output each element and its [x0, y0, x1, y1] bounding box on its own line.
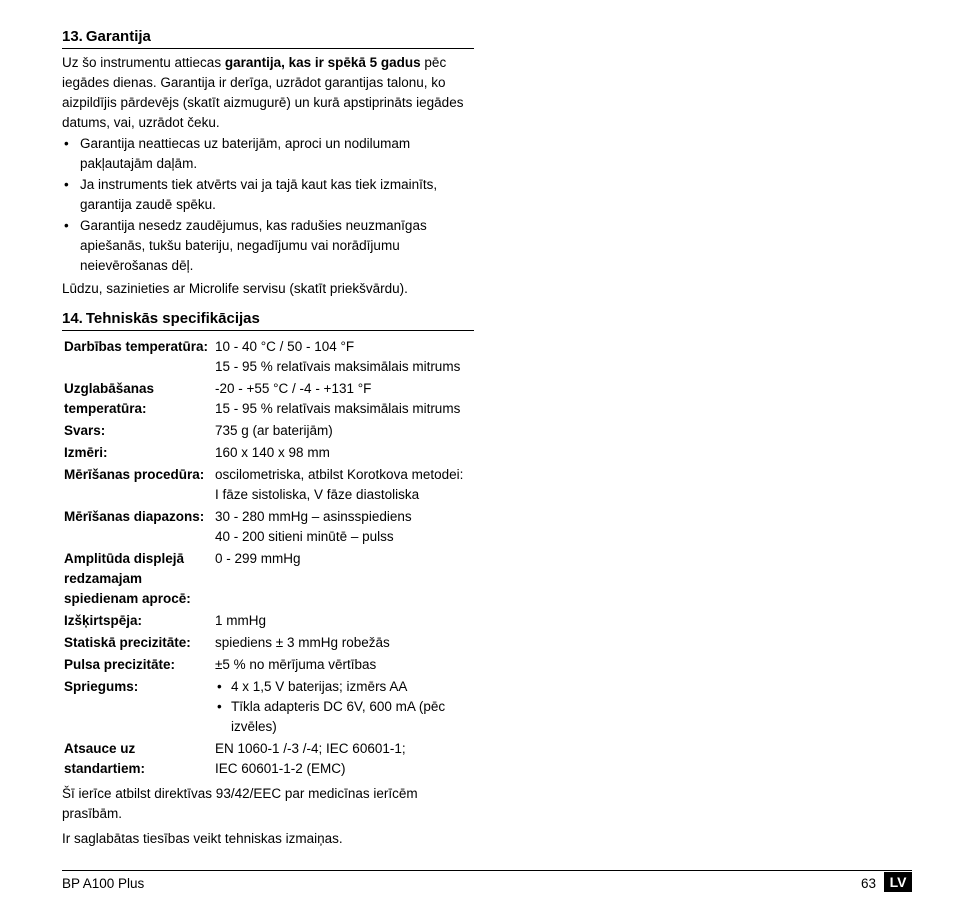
- spec-label: Atsauce uz standartiem:: [64, 741, 146, 776]
- page-number: 63: [860, 876, 876, 891]
- spec-label: Mērīšanas diapazons:: [64, 509, 205, 524]
- spec-label: Spriegums:: [64, 679, 139, 694]
- list-item: • Ja instruments tiek atvērts vai ja tajā kaut kas tiek izmainīts, garantija zaudē spēku.: [62, 175, 474, 215]
- rights-note: Ir saglabātas tiesības veikt tehniskas izmaiņas.: [62, 831, 343, 846]
- spec-label: Amplitūda displejā redzamajam spiedienam aprocē:: [64, 551, 191, 606]
- section-number: 13.: [62, 28, 83, 45]
- table-row: [62, 547, 476, 609]
- spec-value-line: 735 g (ar baterijām): [215, 423, 333, 438]
- spec-label: Statiskā precizitāte:: [64, 635, 191, 650]
- spec-value: [215, 463, 476, 505]
- spec-value-line: 1 mmHg: [215, 613, 267, 628]
- spec-value-line: IEC 60601-1-2 (EMC): [215, 761, 346, 776]
- table-row: [62, 675, 476, 737]
- footer-model: BP A100 Plus: [62, 876, 145, 891]
- section-number: 14.: [62, 310, 83, 327]
- spec-value: [215, 737, 476, 779]
- section-heading-warranty: [62, 27, 474, 49]
- warranty-intro: [62, 53, 474, 133]
- list-item: • Tīkla adapteris DC 6V, 600 mA (pēc izvēles): [215, 697, 476, 737]
- spec-value-line: -20 - +55 °C / -4 - +131 °F: [215, 381, 372, 396]
- warranty-closing: Lūdzu, sazinieties ar Microlife servisu (skatīt priekšvārdu).: [62, 281, 408, 296]
- spec-value-line: EN 1060-1 /-3 /-4; IEC 60601-1;: [215, 741, 406, 756]
- table-row: [62, 609, 476, 631]
- section-warranty: [62, 27, 474, 299]
- language-badge: LV: [884, 872, 912, 892]
- spec-value: [215, 653, 476, 675]
- spec-bullet-list: [215, 677, 476, 737]
- spec-value: [215, 631, 476, 653]
- table-row: [62, 653, 476, 675]
- intro-bold-text: garantija, kas ir spēkā 5 gadus: [224, 55, 421, 70]
- directive-note: Šī ierīce atbilst direktīvas 93/42/EEC par medicīnas ierīcēm prasībām.: [62, 786, 418, 821]
- spec-value-line: 15 - 95 % relatīvais maksimālais mitrums: [215, 401, 461, 416]
- spec-label: Uzglabāšanas temperatūra:: [64, 381, 155, 416]
- table-row: [62, 463, 476, 505]
- spec-value: [215, 547, 476, 609]
- intro-text: Uz šo instrumentu attiecas: [62, 55, 225, 70]
- spec-label: Mērīšanas procedūra:: [64, 467, 205, 482]
- spec-value-line: I fāze sistoliska, V fāze diastoliska: [215, 487, 420, 502]
- spec-value-line: 15 - 95 % relatīvais maksimālais mitrums: [215, 359, 461, 374]
- table-row: [62, 419, 476, 441]
- table-row: [62, 441, 476, 463]
- section-specifications: [62, 309, 474, 849]
- spec-value-line: ±5 % no mērījuma vērtības: [215, 657, 377, 672]
- section-title: Tehniskās specifikācijas: [85, 310, 260, 327]
- section-title: Garantija: [85, 28, 151, 45]
- spec-value-line: spiediens ± 3 mmHg robežās: [215, 635, 390, 650]
- table-row: [62, 337, 476, 377]
- spec-value: [215, 419, 476, 441]
- spec-value-line: 160 x 140 x 98 mm: [215, 445, 330, 460]
- warranty-bullet-list: [62, 134, 474, 276]
- table-row: [62, 377, 476, 419]
- list-item: • 4 x 1,5 V baterijas; izmērs AA: [215, 677, 476, 697]
- list-item: • Garantija neattiecas uz baterijām, aproci un nodilumam pakļautajām daļām.: [62, 134, 474, 174]
- spec-label: Darbības temperatūra:: [64, 339, 209, 354]
- spec-table: [62, 337, 476, 779]
- list-item: • Garantija nesedz zaudējumus, kas radušies neuzmanīgas apiešanās, tukšu bateriju, negadījumu vai norādījumu neievērošanas dēļ.: [62, 216, 474, 276]
- intro-text-rest: pēc iegādes dienas. Garantija ir derīga, uzrādot garantijas talonu, ko aizpildījis pārdevējs (skatīt aizmugurē) un kurā apstiprināts iegādes datums, vai, uzrādot čeku.: [62, 55, 464, 130]
- spec-label: Svars:: [64, 423, 106, 438]
- spec-value-line: 10 - 40 °C / 50 - 104 °F: [215, 339, 355, 354]
- spec-value-line: oscilometriska, atbilst Korotkova metodei:: [215, 467, 464, 482]
- table-row: [62, 737, 476, 779]
- spec-value: [215, 505, 476, 547]
- spec-value: [215, 377, 476, 419]
- spec-value: [215, 441, 476, 463]
- spec-label: Pulsa precizitāte:: [64, 657, 176, 672]
- spec-value: [215, 609, 476, 631]
- spec-value: [215, 337, 476, 377]
- spec-value-line: 0 - 299 mmHg: [215, 551, 301, 566]
- spec-label: Izšķirtspēja:: [64, 613, 143, 628]
- spec-value-line: 30 - 280 mmHg – asinsspiediens: [215, 509, 412, 524]
- table-row: [62, 631, 476, 653]
- section-heading-specifications: [62, 309, 474, 331]
- spec-label: Izmēri:: [64, 445, 108, 460]
- spec-value-line: 40 - 200 sitieni minūtē – pulss: [215, 529, 394, 544]
- table-row: [62, 505, 476, 547]
- spec-value: [215, 675, 476, 737]
- page-footer: [62, 870, 912, 891]
